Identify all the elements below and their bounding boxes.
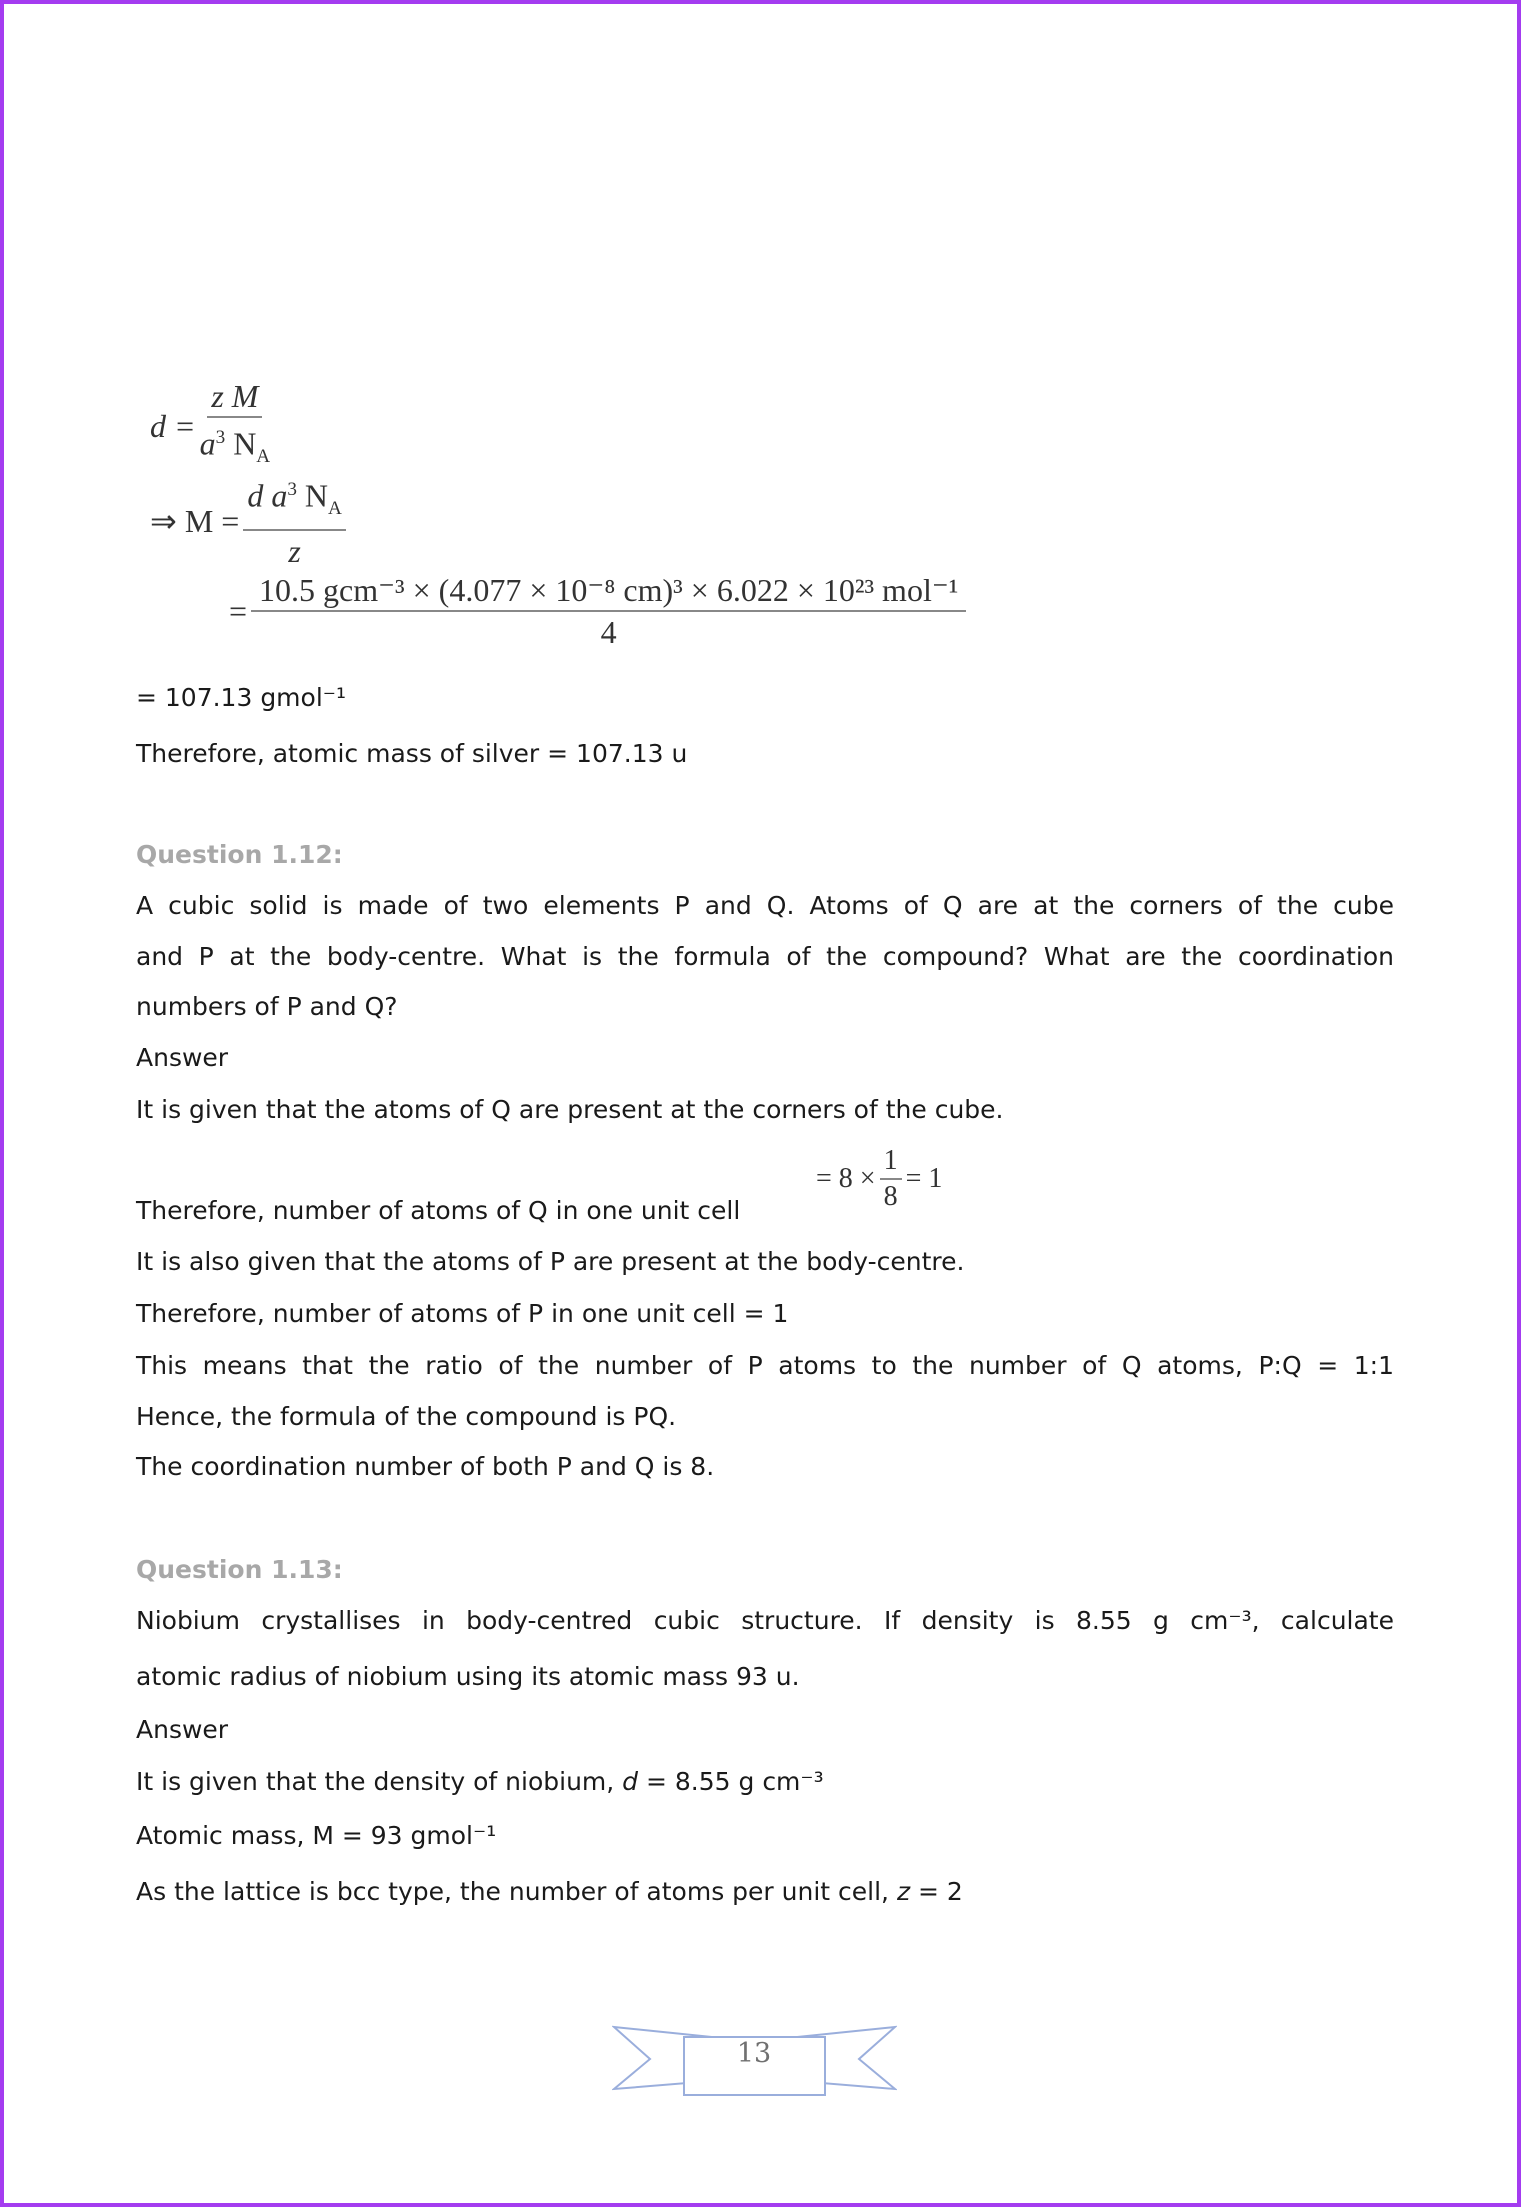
variable: z (896, 1877, 911, 1906)
question-heading: Question 1.12: (136, 840, 343, 869)
answer-text: It is given that the atoms of Q are present at the corners of the cube. (136, 1095, 1004, 1124)
question-text: numbers of P and Q? (136, 992, 398, 1021)
question-text: Niobium crystallises in body-centred cubic structure. If density is 8.55 g cm⁻³, calculate (136, 1606, 1394, 1635)
text: = 2 (910, 1877, 963, 1906)
answer-label: Answer (136, 1043, 229, 1072)
formula-da: d a (247, 477, 288, 514)
formula-mass (150, 470, 350, 571)
answer-label: Answer (136, 1715, 229, 1744)
formula-lhs: d = (150, 408, 196, 445)
formula-a: a (199, 425, 216, 462)
formula-calculation (229, 570, 970, 652)
question-text: and P at the body-centre. What is the formula of the compound? What are the coordination (136, 942, 1394, 971)
page-number: 13 (736, 2038, 772, 2069)
formula-denominator: 4 (600, 614, 617, 650)
answer-text: Hence, the formula of the compound is PQ. (136, 1402, 677, 1431)
question-text: atomic radius of niobium using its atomic mass 93 u. (136, 1662, 800, 1691)
answer-text: Therefore, number of atoms of P in one unit cell = 1 (136, 1299, 789, 1328)
formula-sub: A (256, 446, 271, 468)
answer-text: It is also given that the atoms of P are present at the body-centre. (136, 1247, 965, 1276)
formula-prefix: = 8 × (816, 1163, 876, 1194)
formula-numerator: 1 (880, 1144, 902, 1180)
formula-exp: 3 (287, 479, 297, 500)
formula-q-atoms (816, 1144, 942, 1214)
question-heading: Question 1.13: (136, 1555, 343, 1584)
formula-n: N (233, 425, 257, 462)
answer-text: The coordination number of both P and Q is 8. (136, 1452, 715, 1481)
text: As the lattice is bcc type, the number of atoms per unit cell, (136, 1877, 897, 1906)
result-line: = 107.13 gmol⁻¹ (136, 683, 346, 712)
formula-denominator: z (288, 533, 301, 570)
formula-numerator: z M (211, 378, 259, 414)
formula-sub: A (328, 498, 342, 520)
formula-lhs: = (229, 592, 248, 629)
formula-density (150, 376, 274, 477)
formula-numerator: 10.5 gcm⁻³ × (4.077 × 10⁻⁸ cm)³ × 6.022 × 10²³ mol⁻¹ (251, 570, 966, 612)
text: It is given that the density of niobium, (136, 1767, 623, 1796)
conclusion-line: Therefore, atomic mass of silver = 107.13 u (136, 739, 688, 768)
answer-text: Atomic mass, M = 93 gmol⁻¹ (136, 1821, 497, 1850)
text: = 8.55 g cm⁻³ (638, 1767, 824, 1796)
formula-n: N (304, 477, 329, 514)
answer-text: This means that the ratio of the number of P atoms to the number of Q atoms, P:Q = 1:1 (136, 1351, 1394, 1380)
formula-denominator: 8 (883, 1181, 898, 1212)
answer-text: Therefore, number of atoms of Q in one unit cell (136, 1196, 741, 1225)
formula-lhs: ⇒ M = (150, 502, 240, 539)
formula-exp: 3 (215, 427, 226, 448)
formula-suffix: = 1 (905, 1163, 943, 1194)
question-text: A cubic solid is made of two elements P and Q. Atoms of Q are at the corners of the cube (136, 891, 1394, 920)
answer-text (136, 1874, 963, 1910)
answer-text (136, 1764, 824, 1800)
variable: d (622, 1767, 639, 1796)
